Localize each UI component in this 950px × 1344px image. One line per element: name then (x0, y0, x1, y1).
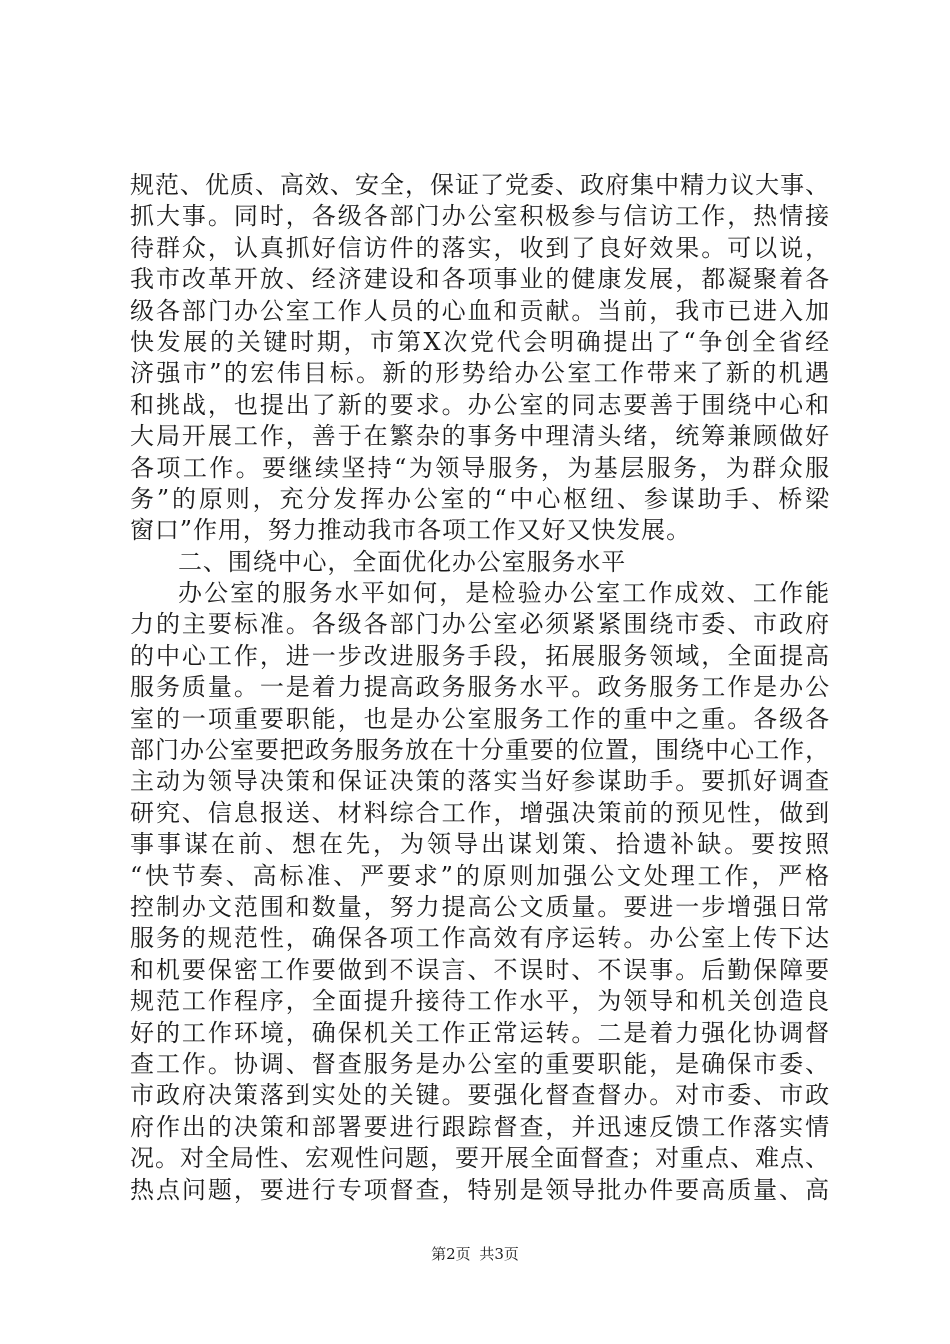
document-body (130, 170, 830, 1206)
text-line: 府作出的决策和部署要进行跟踪督查，并迅速反馈工作落实情 (130, 1112, 830, 1141)
text-line: 和机要保密工作要做到不误言、不误时、不误事。后勤保障要 (130, 955, 830, 984)
text-line: 办公室的服务水平如何，是检验办公室工作成效、工作能 (178, 579, 830, 608)
text-line: 各项工作。要继续坚持“为领导服务，为基层服务，为群众服 (130, 453, 830, 482)
text-line: 好的工作环境，确保机关工作正常运转。二是着力强化协调督 (130, 1018, 830, 1047)
text-line: 规范、优质、高效、安全，保证了党委、政府集中精力议大事、 (130, 171, 830, 199)
text-line: 窗口”作用，努力推动我市各项工作又好又快发展。 (130, 516, 691, 545)
text-line: 务”的原则，充分发挥办公室的“中心枢纽、参谋助手、桥梁 (130, 484, 830, 513)
text-line: “快节奏、高标准、严要求”的原则加强公文处理工作，严格 (130, 861, 830, 890)
text-line: 快发展的关键时期，市第X次党代会明确提出了“争创全省经 (130, 327, 830, 356)
text-line: 室的一项重要职能，也是办公室服务工作的重中之重。各级各 (130, 704, 830, 733)
text-line: 查工作。协调、督查服务是办公室的重要职能，是确保市委、 (130, 1049, 830, 1078)
text-line: 级各部门办公室工作人员的心血和贡献。当前，我市已进入加 (130, 296, 830, 325)
text-line: 研究、信息报送、材料综合工作，增强决策前的预见性，做到 (130, 798, 830, 827)
text-line: 济强市”的宏伟目标。新的形势给办公室工作带来了新的机遇 (130, 359, 830, 388)
text-line: 事事谋在前、想在先，为领导出谋划策、拾遗补缺。要按照 (130, 830, 830, 859)
text-line: 部门办公室要把政务服务放在十分重要的位置，围绕中心工作， (130, 736, 830, 765)
text-line: 和挑战，也提出了新的要求。办公室的同志要善于围绕中心和 (130, 390, 830, 419)
text-line: 况。对全局性、宏观性问题，要开展全面督查；对重点、难点、 (130, 1144, 830, 1173)
text-line: 抓大事。同时，各级各部门办公室积极参与信访工作，热情接 (130, 202, 830, 231)
text-line: 规范工作程序，全面提升接待工作水平，为领导和机关创造良 (130, 987, 830, 1016)
text-line: 热点问题，要进行专项督查，特别是领导批办件要高质量、高 (130, 1175, 830, 1204)
text-line: 服务质量。一是着力提高政务服务水平。政务服务工作是办公 (130, 673, 830, 702)
text-line: 控制办文范围和数量，努力提高公文质量。要进一步增强日常 (130, 892, 830, 921)
page-total: 共3页 (479, 1245, 519, 1263)
text-line: 的中心工作，进一步改进服务手段，拓展服务领域，全面提高 (130, 641, 830, 670)
text-line: 市政府决策落到实处的关键。要强化督查督办。对市委、市政 (130, 1081, 830, 1110)
text-line: 力的主要标准。各级各部门办公室必须紧紧围绕市委、市政府 (130, 610, 830, 639)
text-line: 大局开展工作，善于在繁杂的事务中理清头绪，统筹兼顾做好 (130, 422, 830, 451)
text-line: 我市改革开放、经济建设和各项事业的健康发展，都凝聚着各 (130, 265, 830, 294)
text-line: 主动为领导决策和保证决策的落实当好参谋助手。要抓好调查 (130, 767, 830, 796)
text-line: 待群众，认真抓好信访件的落实，收到了良好效果。可以说， (130, 233, 830, 262)
text-line: 二、围绕中心，全面优化办公室服务水平 (178, 547, 627, 576)
page-number: 第2页 (431, 1245, 471, 1263)
text-line: 服务的规范性，确保各项工作高效有序运转。办公室上传下达 (130, 924, 830, 953)
page-footer (0, 1243, 950, 1264)
